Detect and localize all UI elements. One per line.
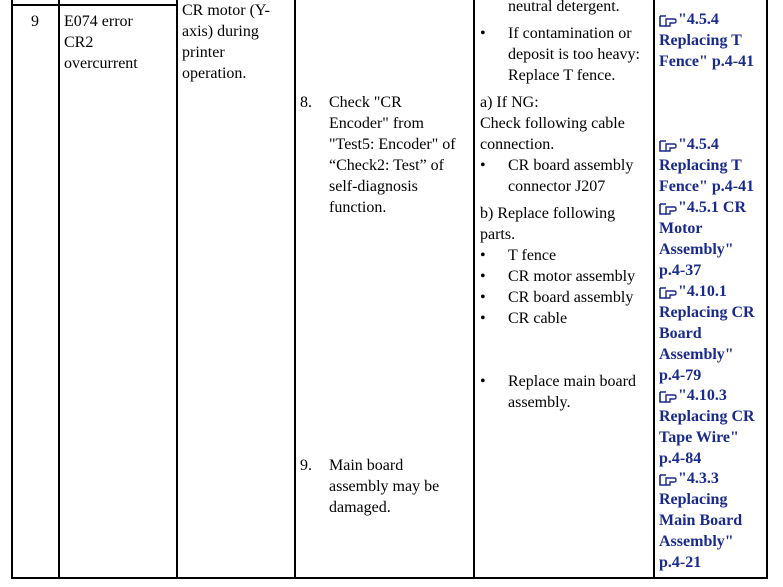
reference-line: Board [659,325,702,342]
cause-line: axis) during [182,23,259,40]
reference-line: "4.5.4 [678,11,719,28]
reference-line: "4.5.4 [678,136,719,153]
remedy-line: Replace T fence. [508,67,616,84]
table-border-right [766,0,768,579]
reference-line: Assembly" [659,346,734,363]
remedy-a [480,92,625,155]
bullet: • [480,247,486,264]
bullet: • [480,157,486,174]
bullet: • [480,289,486,306]
row-number: 9 [31,13,39,30]
remedy-b [480,203,615,245]
replace-item: CR cable [508,310,568,327]
row-top-line [11,4,178,6]
cause-cell [182,0,270,84]
table-border-left [11,0,13,579]
column-divider-1 [58,0,60,579]
reference-line: "4.10.3 [678,387,727,404]
reference-line: p.4-79 [659,367,702,384]
reference-line: "4.5.1 CR [678,199,746,216]
reference-line: "4.3.3 [678,470,719,487]
step-line: damaged. [329,499,391,516]
step-line: self-diagnosis [329,178,418,195]
reference-line: Replacing T [659,157,742,174]
replace-item: CR motor assembly [508,268,636,285]
cause-line: operation. [182,65,247,82]
bullet: • [480,310,486,327]
cause-line: printer [182,44,225,61]
error-code-cell [64,11,138,74]
reference-line: Replacing CR [659,408,755,425]
remedy-b-heading: b) Replace following [480,205,616,222]
remedy-line: connector J207 [508,178,606,195]
remedy-line: Replace main board [508,373,636,390]
remedy-top-line: neutral detergent. [508,0,620,15]
step-line: “Check2: Test” of [329,157,444,174]
remedy-line: Check following cable [480,115,625,132]
reference-line: Main Board [659,512,743,529]
contamination-remedy [508,23,640,86]
step-8-number: 8. [300,94,312,111]
remedy-line: deposit is too heavy: [508,46,640,63]
reference-link[interactable] [659,134,754,197]
reference-link[interactable] [659,197,746,281]
reference-line: "4.10.1 [678,283,727,300]
table-border-bottom [11,577,768,579]
reference-line: Motor [659,220,703,237]
reference-link[interactable] [659,468,742,573]
reference-line: Assembly" [659,241,734,258]
column-divider-3 [294,0,296,579]
step-9-number: 9. [300,457,312,474]
book-pointer-icon [659,14,677,28]
reference-line: Fence" p.4-41 [659,53,755,70]
column-divider-2 [176,0,178,579]
step-line: assembly may be [329,478,440,495]
remedy-line: connection. [480,136,555,153]
reference-line: Assembly" [659,533,734,550]
remedy-a-heading: a) If NG: [480,94,539,111]
book-pointer-icon [659,390,677,404]
step-line: Check "CR [329,94,402,111]
bullet: • [480,268,486,285]
column-divider-4 [473,0,475,579]
error-line: overcurrent [64,55,138,72]
remedy-a-bullet [508,155,633,197]
step-line: Main board [329,457,404,474]
replace-item: CR board assembly [508,289,634,306]
book-pointer-icon [659,202,677,216]
reference-line: Tape Wire" [659,429,739,446]
remedy-line: If contamination or [508,25,632,42]
reference-line: p.4-37 [659,262,702,279]
remedy-line: parts. [480,226,516,243]
reference-line: p.4-84 [659,450,702,467]
bullet: • [480,373,486,390]
reference-link[interactable] [659,281,755,386]
main-board-remedy [508,371,636,413]
book-pointer-icon [659,473,677,487]
column-divider-5 [653,0,655,579]
reference-link[interactable] [659,9,754,72]
reference-line: Replacing CR [659,304,755,321]
bullet: • [480,25,486,42]
book-pointer-icon [659,139,677,153]
step-line: function. [329,199,387,216]
cause-line: CR motor (Y- [182,2,270,19]
reference-line: Replacing T [659,32,742,49]
step-8-text [329,92,456,218]
reference-line: Replacing [659,491,728,508]
remedy-line: CR board assembly [508,157,634,174]
step-line: Encoder" from [329,115,424,132]
step-9-text [329,455,439,518]
replace-item: T fence [508,247,557,264]
step-line: "Test5: Encoder" of [329,136,456,153]
book-pointer-icon [659,286,677,300]
reference-link[interactable] [659,385,755,469]
reference-line: p.4-21 [659,554,702,571]
error-line: E074 error [64,13,133,30]
reference-line: Fence" p.4-41 [659,178,755,195]
remedy-line: assembly. [508,394,571,411]
error-line: CR2 [64,34,94,51]
